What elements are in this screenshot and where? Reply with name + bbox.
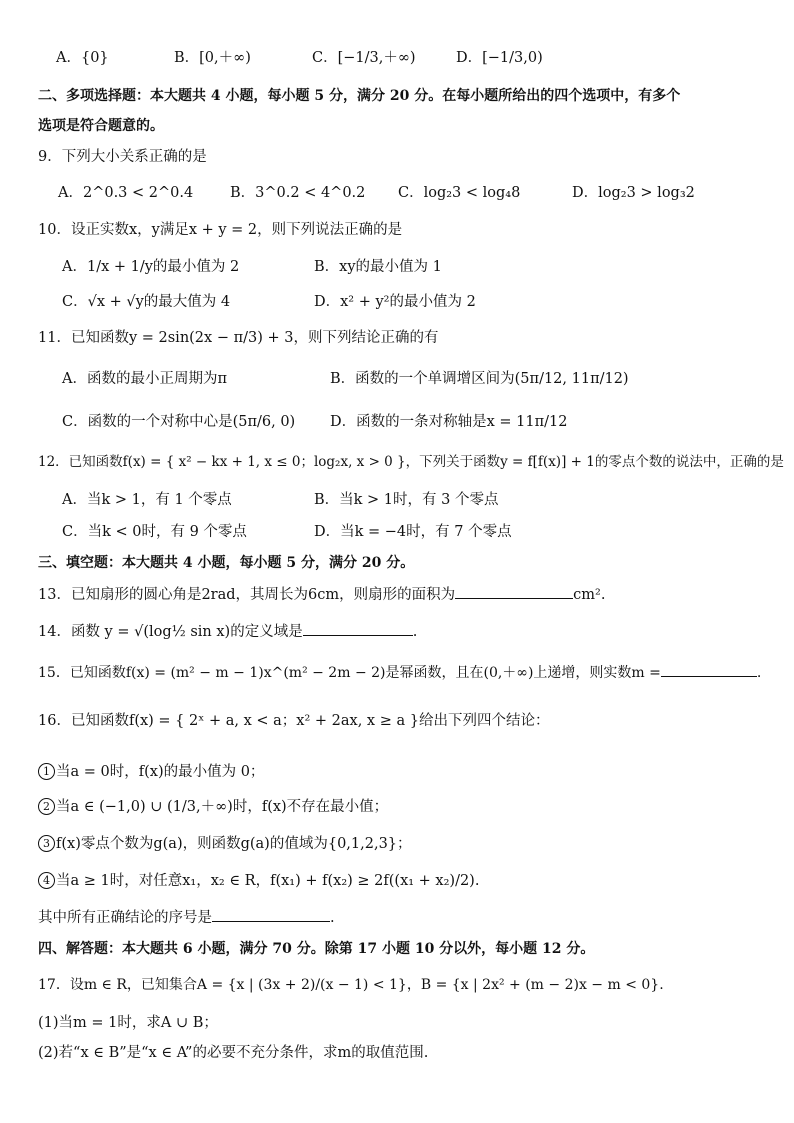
q16-statement-4 bbox=[38, 871, 479, 891]
q10-option-a: A．1/x + 1/y的最小值为 2 bbox=[62, 259, 240, 275]
q15-end: . bbox=[756, 665, 762, 681]
q13-unit: cm². bbox=[573, 587, 606, 603]
section-2-header-line2: 选项是符合题意的。 bbox=[38, 118, 164, 134]
q11-option-a: A．函数的最小正周期为π bbox=[62, 371, 228, 387]
q12-option-a: A．当k > 1，有 1 个零点 bbox=[62, 492, 232, 508]
q16-statement-2 bbox=[38, 797, 388, 817]
q16-statement-1 bbox=[38, 762, 264, 782]
q14 bbox=[38, 621, 417, 642]
q13 bbox=[38, 584, 605, 605]
q9-option-c: C．log₂3 < log₄8 bbox=[398, 185, 521, 201]
q14-end: . bbox=[412, 624, 418, 640]
q16-statement-3 bbox=[38, 834, 412, 854]
q12-option-d: D．当k = −4时，有 7 个零点 bbox=[314, 524, 512, 540]
q16-answer-blank[interactable] bbox=[212, 907, 330, 922]
q17-part-1: (1)当m = 1时，求A ∪ B； bbox=[38, 1015, 218, 1031]
q16-conclusion-text: 其中所有正确结论的序号是 bbox=[38, 910, 212, 926]
q11-option-d: D．函数的一条对称轴是x = 11π/12 bbox=[330, 414, 568, 430]
q8-option-d: D．[−1/3,0) bbox=[456, 50, 543, 66]
q15 bbox=[38, 662, 761, 683]
q16-number-3: 3 bbox=[38, 835, 55, 852]
q16-number-4: 4 bbox=[38, 872, 55, 889]
q16-number-2: 2 bbox=[38, 798, 55, 815]
section-4-header: 四、解答题：本大题共 6 小题，满分 70 分。除第 17 小题 10 分以外，每小题 12 分。 bbox=[38, 941, 595, 957]
q13-text: 13．已知扇形的圆心角是2rad，其周长为6cm，则扇形的面积为 bbox=[38, 587, 456, 603]
q16-number-1: 1 bbox=[38, 763, 55, 780]
q9-option-a: A．2^0.3 < 2^0.4 bbox=[58, 185, 194, 201]
q16-statement-3-text: f(x)零点个数为g(a)，则函数g(a)的值域为{0,1,2,3}； bbox=[56, 836, 412, 852]
q10-stem: 10．设正实数x，y满足x + y = 2，则下列说法正确的是 bbox=[38, 222, 403, 238]
q13-answer-blank[interactable] bbox=[455, 584, 573, 599]
q11-stem: 11．已知函数y = 2sin(2x − π/3) + 3，则下列结论正确的有 bbox=[38, 330, 439, 346]
q17-part-2: (2)若“x ∈ B”是“x ∈ A”的必要不充分条件，求m的取值范围. bbox=[38, 1045, 429, 1061]
q16-statement-2-text: 当a ∈ (−1,0) ∪ (1/3,＋∞)时，f(x)不存在最小值； bbox=[56, 799, 389, 815]
q15-text: 15．已知函数f(x) = (m² − m − 1)x^(m² − 2m − 2)是幂函数，且在(0,＋∞)上递增，则实数m = bbox=[38, 665, 661, 681]
section-2-header-line1: 二、多项选择题：本大题共 4 小题，每小题 5 分，满分 20 分。在每小题所给出的四个选项中，有多个 bbox=[38, 88, 681, 104]
q12-option-c: C．当k < 0时，有 9 个零点 bbox=[62, 524, 247, 540]
q8-option-c: C．[−1/3,＋∞) bbox=[312, 50, 416, 66]
q10-option-d: D．x² + y²的最小值为 2 bbox=[314, 294, 476, 310]
q14-text: 14．函数 y = √(log½ sin x)的定义域是 bbox=[38, 624, 303, 640]
q14-answer-blank[interactable] bbox=[303, 621, 413, 636]
q9-stem: 9．下列大小关系正确的是 bbox=[38, 149, 207, 165]
q8-option-a: A．{0} bbox=[56, 50, 109, 66]
q16-conclusion-end: . bbox=[330, 910, 335, 926]
q16-conclusion bbox=[38, 907, 335, 928]
q9-option-d: D．log₂3 > log₃2 bbox=[572, 185, 695, 201]
q16-statement-4-text: 当a ≥ 1时，对任意x₁，x₂ ∈ R，f(x₁) + f(x₂) ≥ 2f((x₁ + x₂)/2). bbox=[56, 873, 480, 889]
q9-option-b: B．3^0.2 < 4^0.2 bbox=[230, 185, 366, 201]
q15-answer-blank[interactable] bbox=[661, 662, 757, 677]
q8-option-b: B．[0,＋∞) bbox=[174, 50, 251, 66]
q12-stem: 12．已知函数f(x) = { x² − kx + 1, x ≤ 0；log₂x, x > 0 }，下列关于函数y = f[f(x)] + 1的零点个数的说法中，正确的是 bbox=[38, 454, 784, 470]
q11-option-b: B．函数的一个单调增区间为(5π/12, 11π/12) bbox=[330, 371, 629, 387]
q12-option-b: B．当k > 1时，有 3 个零点 bbox=[314, 492, 499, 508]
q17-stem: 17．设m ∈ R，已知集合A = {x | (3x + 2)/(x − 1) < 1}，B = {x | 2x² + (m − 2)x − m < 0}. bbox=[38, 977, 664, 993]
section-3-header: 三、填空题：本大题共 4 小题，每小题 5 分，满分 20 分。 bbox=[38, 555, 415, 571]
q16-stem: 16．已知函数f(x) = { 2ˣ + a, x < a；x² + 2ax, x ≥ a }给出下列四个结论： bbox=[38, 713, 550, 729]
q11-option-c: C．函数的一个对称中心是(5π/6, 0) bbox=[62, 414, 296, 430]
q10-option-b: B．xy的最小值为 1 bbox=[314, 259, 442, 275]
q16-statement-1-text: 当a = 0时，f(x)的最小值为 0； bbox=[56, 764, 265, 780]
q10-option-c: C．√x + √y的最大值为 4 bbox=[62, 294, 231, 310]
